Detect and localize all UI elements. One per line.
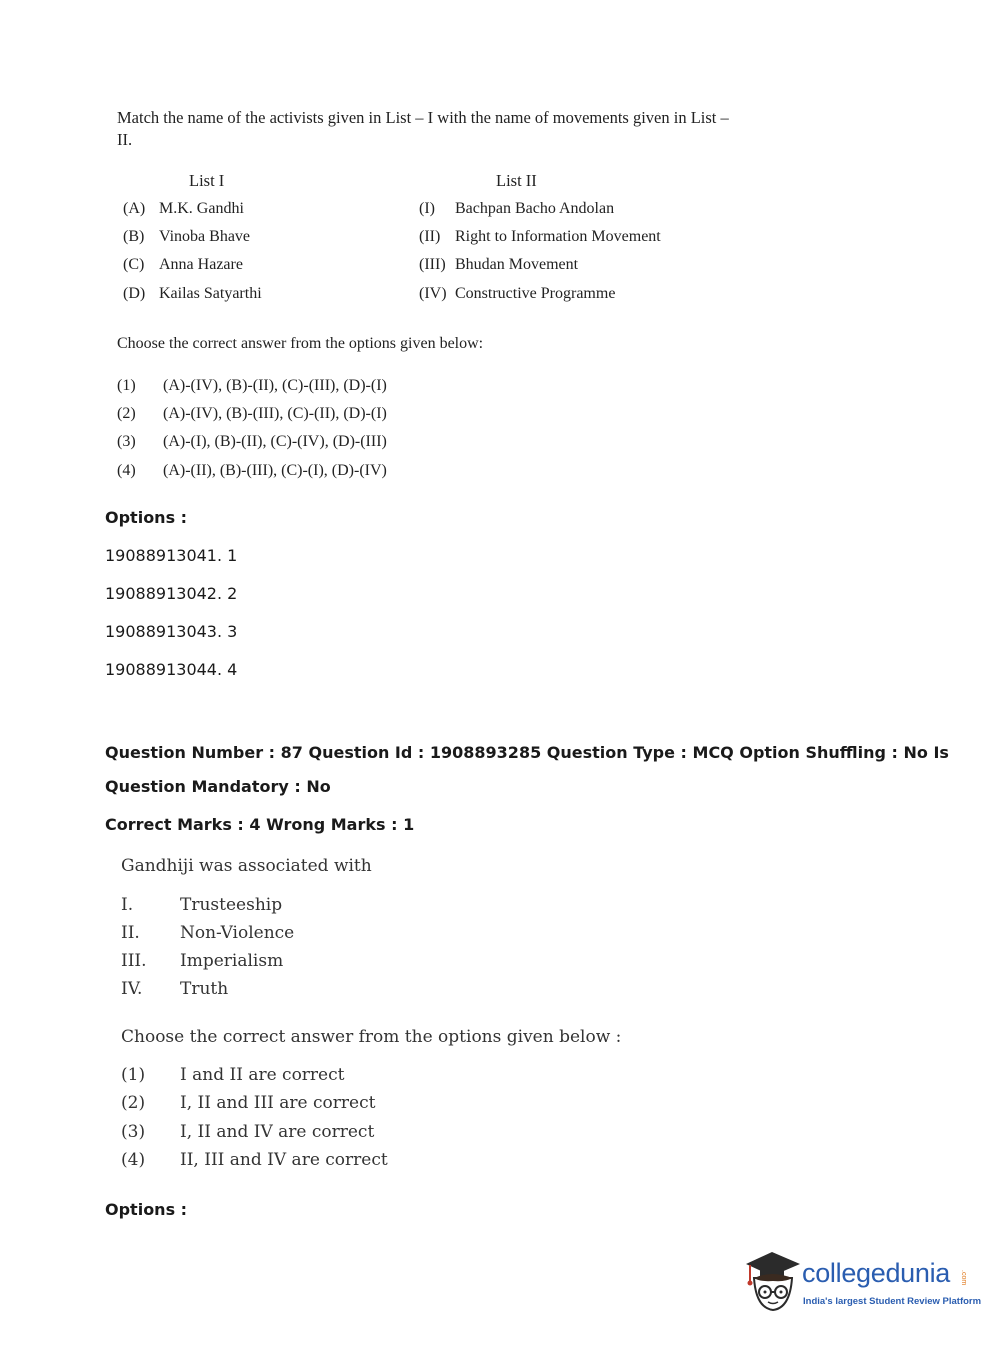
q1-answer-choice: (4) (A)-(II), (B)-(III), (C)-(I), (D)-(IV) xyxy=(117,462,387,479)
list2-item: (III) Bhudan Movement xyxy=(419,256,579,273)
list2-item: (IV) Constructive Programme xyxy=(419,285,616,302)
q1-answer-choice: (2) (A)-(IV), (B)-(III), (C)-(II), (D)-(I) xyxy=(117,405,387,422)
q2-meta-line: Question Number : 87 Question Id : 1908893285 Question Type : MCQ Option Shuffling : No Is xyxy=(105,743,949,762)
list1-item: (D) Kailas Satyarthi xyxy=(123,285,262,302)
list1-header: List I xyxy=(189,171,225,190)
list1-item: (C) Anna Hazare xyxy=(123,256,243,273)
q2-marks: Correct Marks : 4 Wrong Marks : 1 xyxy=(105,815,415,834)
logo-wordmark: collegedunia xyxy=(802,1258,951,1288)
logo-tagline: India's largest Student Review Platform xyxy=(803,1296,982,1307)
q2-meta-mandatory: Question Mandatory : No xyxy=(105,777,331,796)
list1-item: (A) M.K. Gandhi xyxy=(123,200,244,217)
collegedunia-logo xyxy=(742,1248,982,1323)
mascot-icon xyxy=(742,1248,804,1320)
logo-suffix: .com xyxy=(960,1270,967,1286)
list1-item: (B) Vinoba Bhave xyxy=(123,228,251,245)
q1-option-id: 19088913041. 1 xyxy=(105,546,238,565)
q2-choose-instruction: Choose the correct answer from the options given below : xyxy=(121,1027,622,1047)
q2-answer-choice: (3) I, II and IV are correct xyxy=(121,1122,375,1142)
q1-intro: Match the name of the activists given in List – I with the name of movements given in List – II. xyxy=(117,108,729,149)
q2-answer-choice: (2) I, II and III are correct xyxy=(121,1093,376,1113)
q2-statement: III. Imperialism xyxy=(121,951,284,971)
q2-answer-choice: (1) I and II are correct xyxy=(121,1065,345,1085)
q2-intro: Gandhiji was associated with xyxy=(121,856,372,876)
q1-choose-instruction: Choose the correct answer from the options given below: xyxy=(117,335,484,352)
q1-options-label: Options : xyxy=(105,508,188,527)
q2-statement: II. Non-Violence xyxy=(121,923,295,943)
list2-item: (I) Bachpan Bacho Andolan xyxy=(419,200,615,217)
q1-option-id: 19088913042. 2 xyxy=(105,584,238,603)
q2-options-label: Options : xyxy=(105,1200,188,1219)
q1-option-id: 19088913044. 4 xyxy=(105,660,238,679)
q2-statement: I. Trusteeship xyxy=(121,895,283,915)
q1-option-id: 19088913043. 3 xyxy=(105,622,238,641)
list2-header: List II xyxy=(496,171,537,190)
q1-answer-choice: (1) (A)-(IV), (B)-(II), (C)-(III), (D)-(I) xyxy=(117,377,387,394)
q1-answer-choice: (3) (A)-(I), (B)-(II), (C)-(IV), (D)-(III) xyxy=(117,433,387,450)
list2-item: (II) Right to Information Movement xyxy=(419,228,661,245)
q2-statement: IV. Truth xyxy=(121,979,229,999)
q2-answer-choice: (4) II, III and IV are correct xyxy=(121,1150,388,1170)
